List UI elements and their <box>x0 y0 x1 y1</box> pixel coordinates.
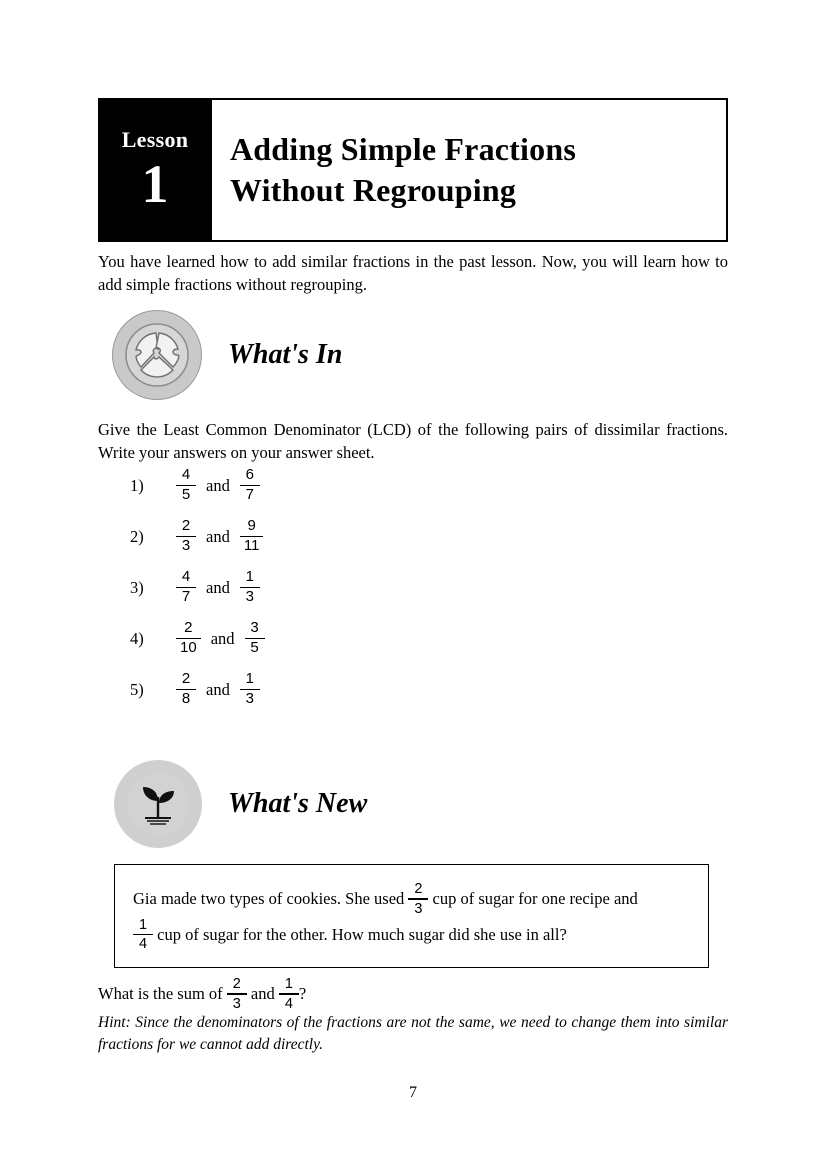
numerator: 2 <box>184 619 193 636</box>
denominator: 3 <box>181 537 191 555</box>
list-item <box>130 511 530 562</box>
fraction-second <box>240 518 264 555</box>
fraction-second <box>240 569 260 606</box>
problem-text-part-2: cup of sugar for one recipe and <box>428 889 638 909</box>
fraction-two-thirds <box>408 881 428 917</box>
numerator: 2 <box>232 976 241 992</box>
question-line <box>98 976 728 1012</box>
fraction-first <box>176 467 196 504</box>
lesson-banner <box>98 98 728 242</box>
numerator: 2 <box>181 670 191 687</box>
lesson-title-line-1: Adding Simple Fractions <box>230 131 576 168</box>
fraction-second <box>240 467 260 504</box>
numerator: 1 <box>245 670 254 687</box>
lesson-title-line-2: Without Regrouping <box>230 172 517 208</box>
lcd-exercise-list <box>130 460 530 715</box>
question-fraction-first <box>227 976 247 1012</box>
fraction-first <box>176 569 196 606</box>
puzzle-icon <box>112 310 202 400</box>
fraction-first <box>176 518 196 555</box>
fraction-first <box>176 671 196 708</box>
problem-text-part-1: Gia made two types of cookies. She used <box>133 889 409 909</box>
numerator: 1 <box>245 568 254 585</box>
denominator: 5 <box>181 486 191 504</box>
hint-text: Hint: Since the denominators of the fractions are not the same, we need to change them into similar fractions for we cannot add directly. <box>98 1014 728 1053</box>
whats-in-heading: What's In <box>228 339 343 370</box>
list-item <box>130 562 530 613</box>
conjunction: and <box>206 526 230 546</box>
denominator: 3 <box>232 995 241 1012</box>
question-suffix: ? <box>298 983 307 1003</box>
problem-text-part-3: cup of sugar for the other. How much sugar did she use in all? <box>153 925 567 945</box>
numerator: 4 <box>181 466 191 483</box>
denominator: 8 <box>181 690 191 708</box>
fraction-first <box>176 620 201 657</box>
denominator: 10 <box>180 639 197 657</box>
question-fraction-second <box>279 976 299 1012</box>
numerator: 2 <box>414 881 423 897</box>
denominator: 7 <box>181 588 191 606</box>
item-label: 4) <box>130 628 144 648</box>
list-item <box>130 613 530 664</box>
denominator: 4 <box>138 936 148 953</box>
denominator: 11 <box>243 537 260 555</box>
list-item <box>130 460 530 511</box>
lesson-badge <box>100 100 212 240</box>
lesson-badge-number: 1 <box>141 154 169 214</box>
problem-line-2 <box>133 917 690 953</box>
denominator: 3 <box>245 690 254 708</box>
list-item <box>130 664 530 715</box>
fraction-one-fourth <box>133 917 153 953</box>
conjunction: and <box>210 628 235 648</box>
lesson-badge-word: Lesson <box>121 127 189 152</box>
numerator: 3 <box>250 619 259 636</box>
denominator: 3 <box>414 900 423 917</box>
numerator: 2 <box>181 517 191 534</box>
denominator: 7 <box>245 486 254 504</box>
conjunction: and <box>206 679 230 699</box>
numerator: 9 <box>247 517 256 534</box>
whats-new-heading: What's New <box>228 788 368 819</box>
section-heading-whats-in <box>112 310 342 400</box>
intro-paragraph: You have learned how to add similar fractions in the past lesson. Now, you will learn how to add simple fractions without regrouping. <box>98 252 728 295</box>
item-label: 2) <box>130 526 144 546</box>
denominator: 4 <box>284 995 293 1012</box>
section-heading-whats-new <box>114 760 367 848</box>
problem-statement-box <box>114 864 709 968</box>
item-label: 3) <box>130 577 144 597</box>
denominator: 3 <box>245 588 254 606</box>
item-label: 1) <box>130 475 144 495</box>
seedling-icon <box>114 760 202 848</box>
question-prefix: What is the sum of <box>98 983 227 1003</box>
numerator: 4 <box>181 568 191 585</box>
page-title <box>212 100 726 240</box>
numerator: 1 <box>138 916 148 933</box>
denominator: 5 <box>250 639 259 657</box>
whats-in-instruction: Give the Least Common Denominator (LCD) of the following pairs of dissimilar fractions. Write your answers on your answer sheet. <box>98 420 728 463</box>
problem-line-1 <box>133 881 690 917</box>
numerator: 1 <box>284 976 293 992</box>
numerator: 6 <box>245 466 254 483</box>
page-number: 7 <box>409 1084 417 1101</box>
fraction-second <box>240 671 260 708</box>
conjunction: and <box>206 475 230 495</box>
item-label: 5) <box>130 679 144 699</box>
conjunction: and <box>206 577 230 597</box>
question-conjunction: and <box>246 983 279 1003</box>
fraction-second <box>245 620 265 657</box>
